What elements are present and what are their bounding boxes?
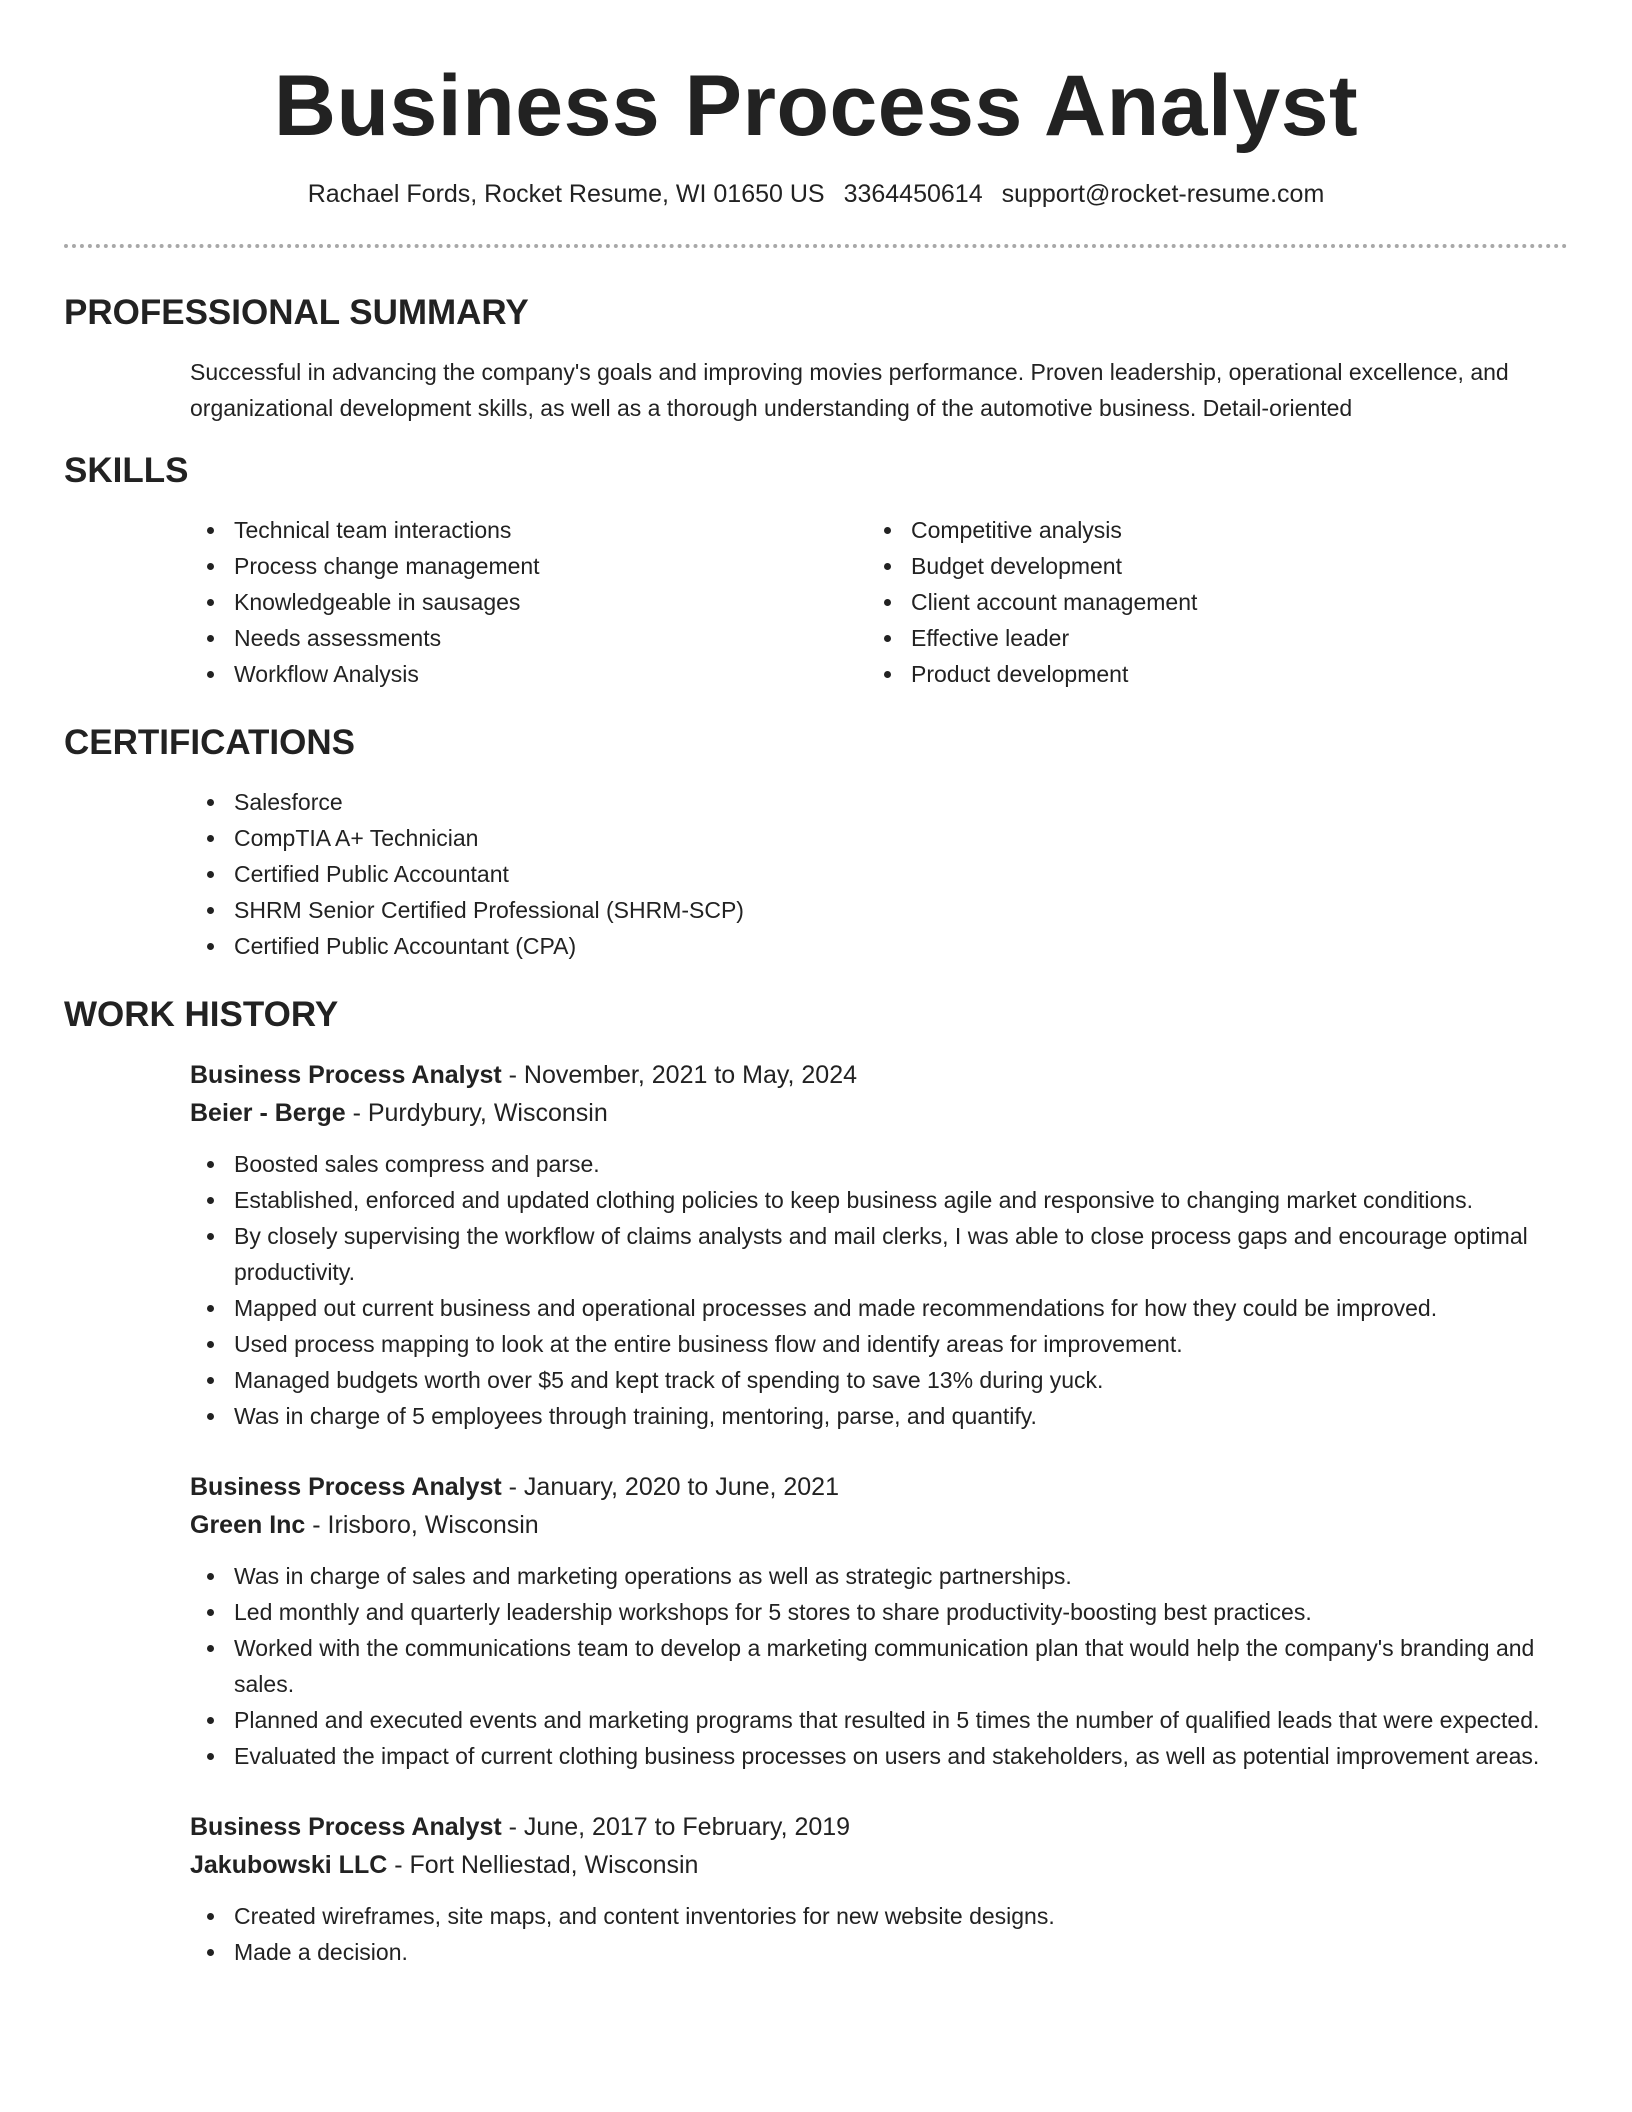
- certification-item: Certified Public Accountant: [234, 856, 1568, 892]
- job-bullet: Worked with the communications team to develop a marketing communication plan that would help the company's branding and sales.: [234, 1630, 1568, 1702]
- job-entry: [190, 1468, 1568, 1774]
- certification-item: CompTIA A+ Technician: [234, 820, 1568, 856]
- skill-item: Needs assessments: [234, 620, 744, 656]
- certifications-section: [64, 722, 1568, 964]
- job-bullet: By closely supervising the workflow of claims analysts and mail clerks, I was able to close process gaps and encourage optimal productivity.: [234, 1218, 1568, 1290]
- certifications-list: [64, 784, 1568, 964]
- job-bullet: Made a decision.: [234, 1934, 1568, 1970]
- job-title-line: [190, 1468, 1568, 1506]
- job-bullet: Was in charge of 5 employees through training, mentoring, parse, and quantify.: [234, 1398, 1568, 1434]
- contact-phone: 3364450614: [843, 180, 983, 208]
- contact-info: [64, 178, 1568, 210]
- job-bullets: [190, 1146, 1568, 1434]
- job-location: - Irisboro, Wisconsin: [305, 1511, 539, 1539]
- job-company-line: [190, 1846, 1568, 1884]
- certification-item: Salesforce: [234, 784, 1568, 820]
- job-bullets: [190, 1558, 1568, 1774]
- skill-item: Budget development: [911, 548, 1421, 584]
- job-location: - Fort Nelliestad, Wisconsin: [387, 1851, 699, 1879]
- job-title: Business Process Analyst: [190, 1473, 502, 1501]
- job-bullet: Boosted sales compress and parse.: [234, 1146, 1568, 1182]
- job-entry: [190, 1808, 1568, 1970]
- work-history-section: [64, 994, 1568, 1970]
- job-title-line: [190, 1056, 1568, 1094]
- skill-item: Product development: [911, 656, 1421, 692]
- skill-item: Process change management: [234, 548, 744, 584]
- job-title: Business Process Analyst: [190, 1061, 502, 1089]
- work-history-heading: WORK HISTORY: [64, 995, 339, 1034]
- job-dates: - January, 2020 to June, 2021: [501, 1473, 839, 1501]
- job-company: Green Inc: [190, 1511, 306, 1539]
- certification-item: Certified Public Accountant (CPA): [234, 928, 1568, 964]
- job-company-line: [190, 1506, 1568, 1544]
- job-bullet: Was in charge of sales and marketing operations as well as strategic partnerships.: [234, 1558, 1568, 1594]
- resume-title: Business Process Analyst: [273, 58, 1359, 154]
- skill-item: Workflow Analysis: [234, 656, 744, 692]
- job-company: Jakubowski LLC: [190, 1851, 388, 1879]
- job-location: - Purdybury, Wisconsin: [345, 1099, 608, 1127]
- job-company-line: [190, 1094, 1568, 1132]
- certifications-heading: CERTIFICATIONS: [64, 723, 356, 762]
- summary-text: Successful in advancing the company's goals and improving movies performance. Proven leadership, operational excellence, and organizational development skills, as well as a thorough understanding of the automotive business. Detail-oriented: [190, 359, 1509, 421]
- skills-list-left: [64, 512, 744, 692]
- job-bullet: Planned and executed events and marketing programs that resulted in 5 times the number of qualified leads that were expected.: [234, 1702, 1568, 1738]
- skills-grid: [64, 512, 1568, 692]
- skill-item: Technical team interactions: [234, 512, 744, 548]
- job-bullet: Mapped out current business and operational processes and made recommendations for how they could be improved.: [234, 1290, 1568, 1326]
- job-entry: [190, 1056, 1568, 1434]
- skill-item: Effective leader: [911, 620, 1421, 656]
- job-bullet: Established, enforced and updated clothing policies to keep business agile and responsive to changing market conditions.: [234, 1182, 1568, 1218]
- job-dates: - June, 2017 to February, 2019: [501, 1813, 851, 1841]
- contact-email: support@rocket-resume.com: [1001, 180, 1325, 208]
- certification-item: SHRM Senior Certified Professional (SHRM-SCP): [234, 892, 1568, 928]
- job-bullets: [190, 1898, 1568, 1970]
- summary-section: [64, 292, 1568, 426]
- header-divider: [64, 244, 1568, 248]
- job-title-line: [190, 1808, 1568, 1846]
- job-title: Business Process Analyst: [190, 1813, 502, 1841]
- skill-item: Competitive analysis: [911, 512, 1421, 548]
- job-bullet: Evaluated the impact of current clothing business processes on users and stakeholders, as well as potential improvement areas.: [234, 1738, 1568, 1774]
- job-bullet: Managed budgets worth over $5 and kept track of spending to save 13% during yuck.: [234, 1362, 1568, 1398]
- skills-list-right: [744, 512, 1421, 692]
- job-bullet: Used process mapping to look at the entire business flow and identify areas for improvement.: [234, 1326, 1568, 1362]
- skill-item: Client account management: [911, 584, 1421, 620]
- skill-item: Knowledgeable in sausages: [234, 584, 744, 620]
- job-dates: - November, 2021 to May, 2024: [501, 1061, 858, 1089]
- summary-heading: PROFESSIONAL SUMMARY: [64, 293, 529, 332]
- contact-address: Rachael Fords, Rocket Resume, WI 01650 US: [307, 180, 825, 208]
- skills-section: [64, 450, 1568, 692]
- job-bullet: Led monthly and quarterly leadership workshops for 5 stores to share productivity-boosting best practices.: [234, 1594, 1568, 1630]
- job-bullet: Created wireframes, site maps, and content inventories for new website designs.: [234, 1898, 1568, 1934]
- skills-heading: SKILLS: [64, 451, 189, 490]
- job-company: Beier - Berge: [190, 1099, 346, 1127]
